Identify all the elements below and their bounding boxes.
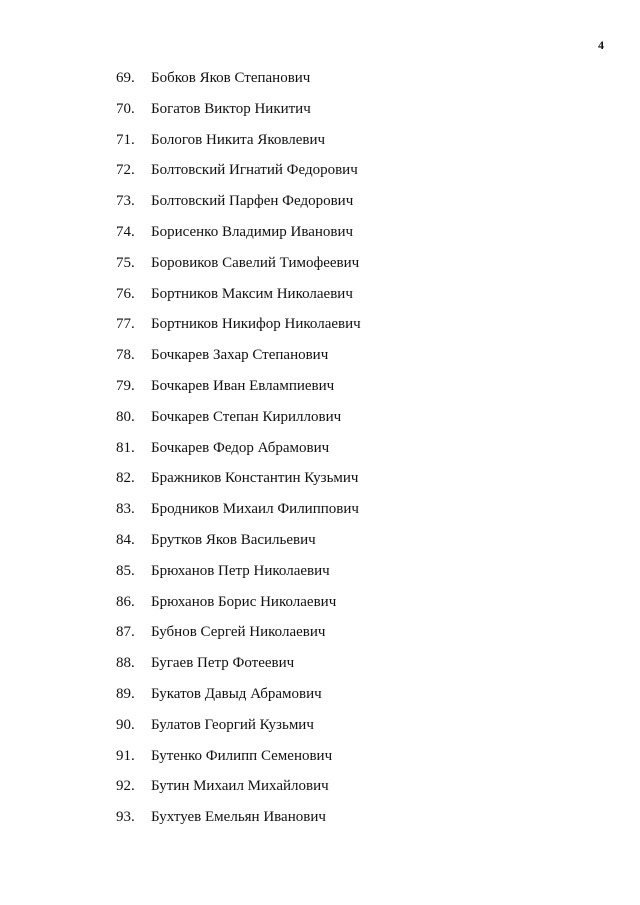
list-item [116, 254, 361, 285]
list-item [116, 439, 361, 470]
entry-number: 88. [116, 655, 135, 672]
list-item [116, 531, 361, 562]
entry-number: 75. [116, 254, 135, 271]
entry-name: Булатов Георгий Кузьмич [151, 716, 314, 733]
entry-number: 85. [116, 562, 135, 579]
page-number: 4 [598, 38, 604, 52]
entry-name: Бражников Константин Кузьмич [151, 470, 359, 487]
list-item [116, 285, 361, 316]
entry-name: Бугаев Петр Фотеевич [151, 655, 295, 672]
entry-name: Брюханов Петр Николаевич [151, 562, 330, 579]
list-item [116, 562, 361, 593]
entry-name: Бобков Яков Степанович [151, 70, 311, 86]
list-item [116, 315, 361, 346]
list-item [116, 747, 361, 778]
list-item [116, 192, 361, 223]
entry-number: 79. [116, 377, 135, 394]
list-item [116, 161, 361, 192]
list-item [116, 469, 361, 500]
list-item [116, 69, 361, 100]
list-item [116, 808, 361, 839]
entry-number: 77. [116, 316, 135, 333]
entry-number: 73. [116, 193, 135, 210]
entry-name: Брутков Яков Васильевич [151, 531, 316, 548]
entry-number: 84. [116, 531, 135, 548]
entry-name: Бочкарев Степан Кириллович [151, 408, 342, 425]
entry-number: 74. [116, 223, 135, 240]
entry-number: 90. [116, 716, 135, 733]
list-item [116, 593, 361, 624]
entry-name: Болтовский Парфен Федорович [151, 193, 354, 210]
entry-name: Бухтуев Емельян Иванович [151, 809, 326, 826]
entry-name: Бочкарев Иван Евлампиевич [151, 377, 335, 394]
entry-number: 81. [116, 439, 135, 456]
entry-number: 82. [116, 470, 135, 487]
entry-name: Бутенко Филипп Семенович [151, 747, 333, 764]
entry-number: 76. [116, 285, 135, 302]
entry-name: Борисенко Владимир Иванович [151, 223, 354, 240]
entry-name: Бологов Никита Яковлевич [151, 131, 326, 148]
entry-name: Богатов Виктор Никитич [151, 100, 311, 117]
entry-number: 70. [116, 100, 135, 117]
entry-number: 91. [116, 747, 135, 764]
list-item [116, 500, 361, 531]
entry-number: 86. [116, 593, 135, 610]
list-item [116, 131, 361, 162]
entry-name: Букатов Давыд Абрамович [151, 685, 322, 702]
list-item [116, 623, 361, 654]
entry-number: 71. [116, 131, 135, 148]
entry-number: 87. [116, 624, 135, 641]
entry-number: 92. [116, 778, 135, 795]
list-item [116, 346, 361, 377]
list-item [116, 377, 361, 408]
entry-number: 89. [116, 685, 135, 702]
list-item [116, 777, 361, 808]
entry-name: Бортников Максим Николаевич [151, 285, 353, 302]
entry-name: Бортников Никифор Николаевич [151, 316, 361, 333]
entry-name: Бочкарев Захар Степанович [151, 347, 329, 364]
entry-number: 93. [116, 809, 135, 826]
entry-number: 83. [116, 501, 135, 518]
entry-name: Бродников Михаил Филиппович [151, 501, 359, 518]
name-list [116, 69, 361, 839]
entry-name: Боровиков Савелий Тимофеевич [151, 254, 360, 271]
entry-name: Болтовский Игнатий Федорович [151, 162, 358, 179]
entry-name: Бубнов Сергей Николаевич [151, 624, 326, 641]
list-item [116, 408, 361, 439]
entry-number: 80. [116, 408, 135, 425]
entry-number: 72. [116, 162, 135, 179]
list-item [116, 100, 361, 131]
entry-name: Бочкарев Федор Абрамович [151, 439, 330, 456]
list-item [116, 685, 361, 716]
entry-name: Брюханов Борис Николаевич [151, 593, 337, 610]
list-item [116, 716, 361, 747]
entry-name: Бутин Михаил Михайлович [151, 778, 329, 795]
list-item [116, 223, 361, 254]
list-item [116, 654, 361, 685]
entry-number: 78. [116, 347, 135, 364]
entry-number: 69. [116, 70, 135, 86]
